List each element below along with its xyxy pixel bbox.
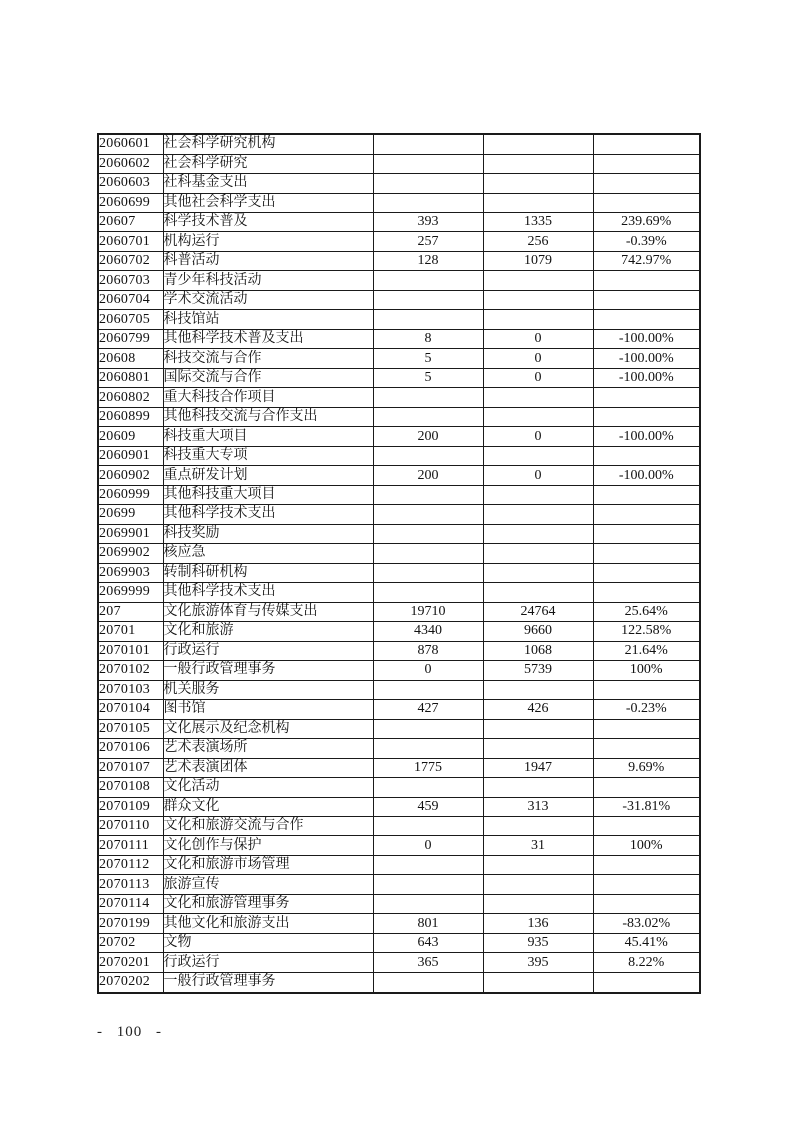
cell-amount-a: 19710 <box>373 602 483 621</box>
cell-change-percent <box>593 524 700 543</box>
cell-amount-a <box>373 583 483 602</box>
cell-amount-b <box>483 583 593 602</box>
cell-function-name: 文物 <box>163 933 373 952</box>
cell-amount-b: 0 <box>483 368 593 387</box>
cell-function-code: 2070110 <box>98 817 163 836</box>
table-row <box>98 134 700 154</box>
cell-change-percent <box>593 154 700 173</box>
cell-change-percent <box>593 271 700 290</box>
cell-amount-b <box>483 544 593 563</box>
table-row <box>98 661 700 680</box>
cell-change-percent: 45.41% <box>593 933 700 952</box>
cell-amount-a <box>373 875 483 894</box>
cell-function-name: 机关服务 <box>163 680 373 699</box>
cell-amount-a <box>373 778 483 797</box>
cell-change-percent <box>593 446 700 465</box>
cell-amount-b: 1947 <box>483 758 593 777</box>
cell-function-name: 文化和旅游交流与合作 <box>163 817 373 836</box>
cell-change-percent: 100% <box>593 836 700 855</box>
table-row <box>98 505 700 524</box>
cell-change-percent: 742.97% <box>593 251 700 270</box>
budget-table-body <box>98 134 700 993</box>
cell-function-code: 207 <box>98 602 163 621</box>
cell-function-code: 2060802 <box>98 388 163 407</box>
cell-function-code: 2060999 <box>98 485 163 504</box>
cell-amount-b: 426 <box>483 700 593 719</box>
table-row <box>98 778 700 797</box>
cell-amount-a: 128 <box>373 251 483 270</box>
cell-amount-b <box>483 680 593 699</box>
cell-function-code: 2060704 <box>98 290 163 309</box>
cell-amount-b <box>483 310 593 329</box>
budget-table <box>97 133 701 994</box>
cell-amount-b <box>483 875 593 894</box>
cell-function-code: 2070105 <box>98 719 163 738</box>
cell-amount-b <box>483 817 593 836</box>
cell-function-code: 2070102 <box>98 661 163 680</box>
cell-change-percent <box>593 134 700 154</box>
cell-function-code: 2060703 <box>98 271 163 290</box>
cell-amount-a: 8 <box>373 329 483 348</box>
table-row <box>98 212 700 231</box>
cell-amount-b <box>483 174 593 193</box>
cell-amount-b: 136 <box>483 914 593 933</box>
table-row <box>98 154 700 173</box>
table-row <box>98 290 700 309</box>
table-row <box>98 797 700 816</box>
cell-function-name: 其他科学技术支出 <box>163 505 373 524</box>
cell-amount-a <box>373 154 483 173</box>
cell-amount-b: 313 <box>483 797 593 816</box>
cell-function-code: 2060699 <box>98 193 163 212</box>
table-row <box>98 933 700 952</box>
table-row <box>98 563 700 582</box>
cell-change-percent: -0.39% <box>593 232 700 251</box>
cell-change-percent <box>593 544 700 563</box>
cell-function-code: 2070108 <box>98 778 163 797</box>
cell-function-code: 2070114 <box>98 894 163 913</box>
table-row <box>98 446 700 465</box>
table-row <box>98 680 700 699</box>
cell-function-code: 2070201 <box>98 953 163 972</box>
cell-amount-a <box>373 134 483 154</box>
cell-amount-a: 643 <box>373 933 483 952</box>
cell-function-name: 其他科技重大项目 <box>163 485 373 504</box>
cell-function-code: 2070104 <box>98 700 163 719</box>
cell-amount-a: 4340 <box>373 622 483 641</box>
cell-amount-a: 1775 <box>373 758 483 777</box>
cell-amount-a <box>373 290 483 309</box>
cell-amount-b: 0 <box>483 466 593 485</box>
cell-amount-b <box>483 388 593 407</box>
table-row <box>98 544 700 563</box>
cell-change-percent <box>593 817 700 836</box>
cell-change-percent <box>593 739 700 758</box>
cell-change-percent: 122.58% <box>593 622 700 641</box>
cell-function-name: 文化和旅游市场管理 <box>163 855 373 874</box>
cell-function-code: 2060899 <box>98 407 163 426</box>
cell-function-name: 文化创作与保护 <box>163 836 373 855</box>
table-row <box>98 875 700 894</box>
table-row <box>98 739 700 758</box>
table-row <box>98 758 700 777</box>
cell-change-percent <box>593 778 700 797</box>
cell-amount-b <box>483 271 593 290</box>
cell-function-code: 2060603 <box>98 174 163 193</box>
cell-function-name: 群众文化 <box>163 797 373 816</box>
cell-change-percent <box>593 855 700 874</box>
cell-change-percent <box>593 290 700 309</box>
cell-amount-a <box>373 485 483 504</box>
cell-function-name: 科普活动 <box>163 251 373 270</box>
cell-amount-a: 5 <box>373 368 483 387</box>
cell-amount-a <box>373 680 483 699</box>
cell-amount-b: 31 <box>483 836 593 855</box>
cell-function-name: 文化展示及纪念机构 <box>163 719 373 738</box>
cell-change-percent: 100% <box>593 661 700 680</box>
cell-amount-b <box>483 134 593 154</box>
cell-change-percent: -83.02% <box>593 914 700 933</box>
cell-function-code: 2060602 <box>98 154 163 173</box>
cell-amount-b: 1079 <box>483 251 593 270</box>
cell-amount-a <box>373 388 483 407</box>
cell-amount-b: 24764 <box>483 602 593 621</box>
cell-change-percent <box>593 174 700 193</box>
table-row <box>98 174 700 193</box>
cell-amount-a: 200 <box>373 466 483 485</box>
cell-amount-b <box>483 739 593 758</box>
cell-function-name: 科技奖励 <box>163 524 373 543</box>
table-row <box>98 855 700 874</box>
cell-function-name: 一般行政管理事务 <box>163 972 373 993</box>
cell-amount-b <box>483 290 593 309</box>
cell-function-code: 2070199 <box>98 914 163 933</box>
cell-function-name: 社科基金支出 <box>163 174 373 193</box>
table-row <box>98 602 700 621</box>
cell-change-percent <box>593 485 700 504</box>
cell-function-name: 转制科研机构 <box>163 563 373 582</box>
cell-change-percent: -100.00% <box>593 368 700 387</box>
cell-amount-a: 878 <box>373 641 483 660</box>
cell-amount-b: 1068 <box>483 641 593 660</box>
cell-function-code: 2070112 <box>98 855 163 874</box>
cell-function-name: 学术交流活动 <box>163 290 373 309</box>
table-row <box>98 817 700 836</box>
table-row <box>98 368 700 387</box>
cell-function-code: 2070106 <box>98 739 163 758</box>
cell-function-name: 图书馆 <box>163 700 373 719</box>
cell-amount-a <box>373 972 483 993</box>
cell-amount-a: 365 <box>373 953 483 972</box>
cell-change-percent <box>593 583 700 602</box>
cell-amount-b <box>483 193 593 212</box>
cell-change-percent <box>593 505 700 524</box>
cell-amount-b: 256 <box>483 232 593 251</box>
cell-function-code: 20699 <box>98 505 163 524</box>
cell-function-code: 20702 <box>98 933 163 952</box>
cell-function-name: 文化旅游体育与传媒支出 <box>163 602 373 621</box>
cell-change-percent <box>593 680 700 699</box>
cell-function-code: 2060901 <box>98 446 163 465</box>
page-number: - 100 - <box>97 1024 162 1040</box>
cell-amount-a: 200 <box>373 427 483 446</box>
cell-function-name: 机构运行 <box>163 232 373 251</box>
cell-function-name: 科学技术普及 <box>163 212 373 231</box>
cell-function-code: 2069902 <box>98 544 163 563</box>
cell-function-name: 文化活动 <box>163 778 373 797</box>
cell-change-percent: -100.00% <box>593 427 700 446</box>
cell-change-percent: 9.69% <box>593 758 700 777</box>
cell-amount-a <box>373 544 483 563</box>
cell-amount-a <box>373 817 483 836</box>
cell-amount-b <box>483 778 593 797</box>
table-row <box>98 310 700 329</box>
cell-function-name: 一般行政管理事务 <box>163 661 373 680</box>
cell-change-percent: -100.00% <box>593 466 700 485</box>
cell-amount-a <box>373 894 483 913</box>
cell-function-code: 2070113 <box>98 875 163 894</box>
cell-amount-b: 1335 <box>483 212 593 231</box>
cell-function-code: 2060902 <box>98 466 163 485</box>
cell-amount-a <box>373 855 483 874</box>
table-row <box>98 407 700 426</box>
cell-amount-b: 0 <box>483 349 593 368</box>
cell-amount-b: 395 <box>483 953 593 972</box>
cell-function-code: 2070202 <box>98 972 163 993</box>
cell-amount-a: 5 <box>373 349 483 368</box>
cell-amount-a: 393 <box>373 212 483 231</box>
cell-function-name: 旅游宣传 <box>163 875 373 894</box>
cell-function-name: 重点研发计划 <box>163 466 373 485</box>
cell-amount-a <box>373 505 483 524</box>
cell-change-percent: 8.22% <box>593 953 700 972</box>
cell-change-percent <box>593 563 700 582</box>
cell-change-percent <box>593 894 700 913</box>
cell-function-name: 文化和旅游管理事务 <box>163 894 373 913</box>
cell-function-name: 社会科学研究机构 <box>163 134 373 154</box>
cell-function-name: 艺术表演场所 <box>163 739 373 758</box>
cell-change-percent <box>593 972 700 993</box>
cell-amount-b <box>483 894 593 913</box>
cell-function-name: 其他科学技术支出 <box>163 583 373 602</box>
cell-function-code: 2069999 <box>98 583 163 602</box>
table-row <box>98 427 700 446</box>
cell-function-name: 艺术表演团体 <box>163 758 373 777</box>
cell-function-name: 行政运行 <box>163 953 373 972</box>
cell-function-name: 科技重大项目 <box>163 427 373 446</box>
cell-amount-a: 801 <box>373 914 483 933</box>
cell-change-percent: -100.00% <box>593 349 700 368</box>
table-row <box>98 329 700 348</box>
table-row <box>98 271 700 290</box>
cell-amount-a <box>373 719 483 738</box>
table-row <box>98 251 700 270</box>
cell-function-name: 其他科技交流与合作支出 <box>163 407 373 426</box>
cell-function-code: 2070109 <box>98 797 163 816</box>
cell-function-name: 文化和旅游 <box>163 622 373 641</box>
cell-function-code: 20609 <box>98 427 163 446</box>
cell-amount-a: 257 <box>373 232 483 251</box>
cell-amount-a: 0 <box>373 661 483 680</box>
cell-function-code: 20607 <box>98 212 163 231</box>
cell-change-percent <box>593 388 700 407</box>
cell-function-name: 其他社会科学支出 <box>163 193 373 212</box>
cell-amount-b <box>483 485 593 504</box>
cell-function-code: 2070107 <box>98 758 163 777</box>
cell-function-code: 2070111 <box>98 836 163 855</box>
cell-change-percent: -31.81% <box>593 797 700 816</box>
cell-change-percent <box>593 310 700 329</box>
cell-amount-a <box>373 271 483 290</box>
cell-amount-b <box>483 505 593 524</box>
cell-function-code: 20701 <box>98 622 163 641</box>
cell-amount-a <box>373 174 483 193</box>
cell-function-name: 青少年科技活动 <box>163 271 373 290</box>
cell-amount-b: 0 <box>483 427 593 446</box>
table-row <box>98 953 700 972</box>
cell-amount-a <box>373 524 483 543</box>
cell-amount-b <box>483 524 593 543</box>
cell-function-code: 2069901 <box>98 524 163 543</box>
cell-function-name: 国际交流与合作 <box>163 368 373 387</box>
table-row <box>98 972 700 993</box>
cell-change-percent: 239.69% <box>593 212 700 231</box>
cell-amount-a <box>373 407 483 426</box>
cell-change-percent <box>593 719 700 738</box>
cell-function-name: 其他科学技术普及支出 <box>163 329 373 348</box>
cell-amount-a <box>373 446 483 465</box>
cell-amount-b <box>483 855 593 874</box>
cell-amount-b <box>483 446 593 465</box>
cell-function-name: 重大科技合作项目 <box>163 388 373 407</box>
cell-amount-b <box>483 972 593 993</box>
table-row <box>98 485 700 504</box>
cell-amount-b: 5739 <box>483 661 593 680</box>
table-row <box>98 622 700 641</box>
table-row <box>98 388 700 407</box>
cell-change-percent <box>593 875 700 894</box>
cell-change-percent: -100.00% <box>593 329 700 348</box>
cell-function-code: 2060799 <box>98 329 163 348</box>
table-row <box>98 914 700 933</box>
cell-amount-b: 935 <box>483 933 593 952</box>
table-row <box>98 641 700 660</box>
table-row <box>98 232 700 251</box>
cell-amount-b <box>483 719 593 738</box>
cell-function-name: 科技交流与合作 <box>163 349 373 368</box>
cell-function-name: 行政运行 <box>163 641 373 660</box>
table-row <box>98 193 700 212</box>
cell-change-percent: -0.23% <box>593 700 700 719</box>
cell-amount-b <box>483 154 593 173</box>
cell-amount-b <box>483 563 593 582</box>
table-row <box>98 466 700 485</box>
table-row <box>98 719 700 738</box>
table-row <box>98 836 700 855</box>
cell-change-percent <box>593 407 700 426</box>
cell-function-code: 2060701 <box>98 232 163 251</box>
cell-function-code: 2070101 <box>98 641 163 660</box>
table-row <box>98 524 700 543</box>
cell-change-percent <box>593 193 700 212</box>
cell-function-name: 核应急 <box>163 544 373 563</box>
cell-amount-a: 0 <box>373 836 483 855</box>
cell-function-code: 20608 <box>98 349 163 368</box>
cell-amount-a <box>373 739 483 758</box>
cell-function-code: 2060705 <box>98 310 163 329</box>
cell-amount-b: 9660 <box>483 622 593 641</box>
cell-function-name: 其他文化和旅游支出 <box>163 914 373 933</box>
cell-amount-a: 427 <box>373 700 483 719</box>
cell-function-code: 2069903 <box>98 563 163 582</box>
cell-amount-a <box>373 310 483 329</box>
cell-amount-a <box>373 563 483 582</box>
cell-amount-a <box>373 193 483 212</box>
table-row <box>98 700 700 719</box>
cell-function-code: 2070103 <box>98 680 163 699</box>
cell-change-percent: 21.64% <box>593 641 700 660</box>
cell-amount-b: 0 <box>483 329 593 348</box>
cell-amount-b <box>483 407 593 426</box>
table-row <box>98 894 700 913</box>
table-row <box>98 583 700 602</box>
cell-function-name: 社会科学研究 <box>163 154 373 173</box>
cell-function-name: 科技重大专项 <box>163 446 373 465</box>
cell-function-code: 2060601 <box>98 134 163 154</box>
cell-change-percent: 25.64% <box>593 602 700 621</box>
cell-amount-a: 459 <box>373 797 483 816</box>
cell-function-code: 2060702 <box>98 251 163 270</box>
cell-function-name: 科技馆站 <box>163 310 373 329</box>
table-row <box>98 349 700 368</box>
cell-function-code: 2060801 <box>98 368 163 387</box>
